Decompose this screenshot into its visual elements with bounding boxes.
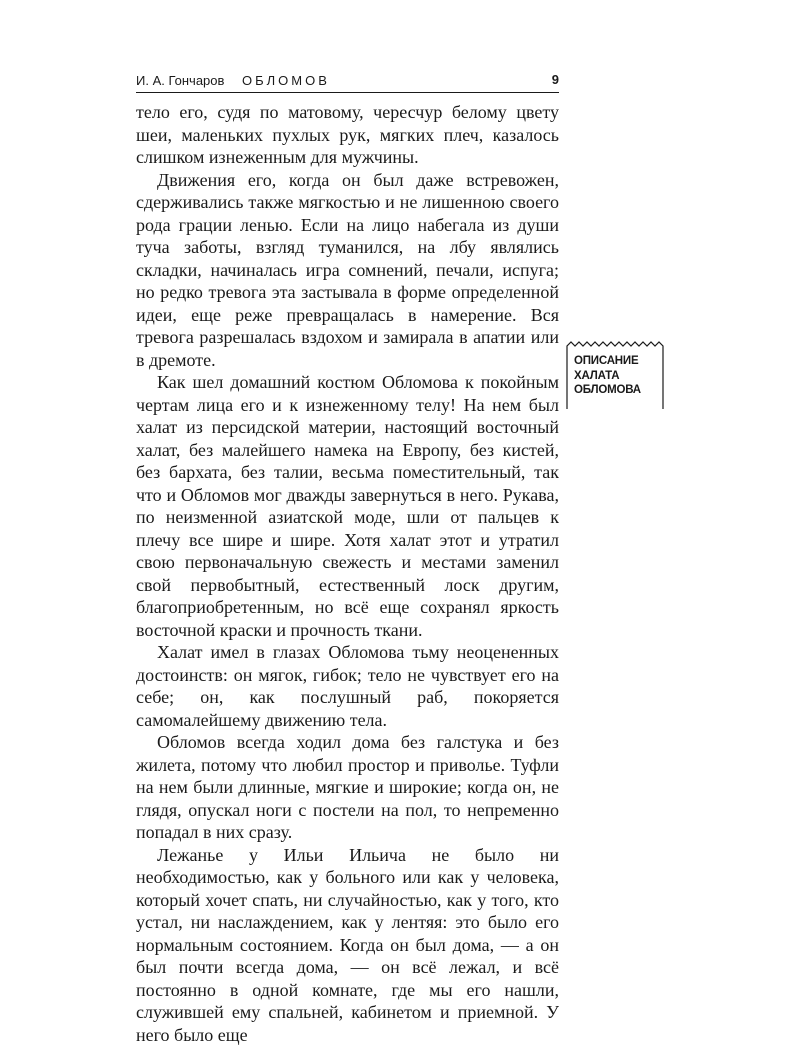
- header-book-title: ОБЛОМОВ: [242, 73, 330, 88]
- margin-note-text: [574, 354, 664, 398]
- paragraph-lying: Лежанье у Ильи Ильича не было ни необходимостью, как у больного или как у человека, который хочет спать, ни случайностью, как у того, кто устал, ни наслаждением, как у лентяя: это было его нормальным состоянием. Когда он был дома, — а он был почти всегда дома, — он всё лежал, и всё постоянно в одной комнате, где мы его нашли, служившей ему спальней, кабинетом и приемной. У него было еще: [136, 844, 559, 1046]
- header-author: И. А. Гончаров: [136, 73, 224, 88]
- paragraph-robe-virtues: Халат имел в глазах Обломова тьму неоцененных достоинств: он мягок, гибок; тело не чувствует его на себе; он, как послушный раб, покоряется самомалейшему движению тела.: [136, 641, 559, 731]
- margin-note-line: ОБЛОМОВА: [574, 383, 664, 398]
- page-number: 9: [552, 72, 559, 87]
- margin-note: [566, 340, 663, 408]
- running-header: [136, 70, 559, 93]
- paragraph-robe-description: Как шел домашний костюм Обломова к покойным чертам лица его и к изнеженному телу! На нем был халат из персидской материи, настоящий восточный халат, без малейшего намека на Европу, без кистей, без бархата, без талии, весьма поместительный, так что и Обломов мог дважды завернуться в него. Рукава, по неизменной азиатской моде, шли от пальцев к плечу все шире и шире. Хотя халат этот и утратил свою первоначальную свежесть и местами заменил свой первобытный, естественный лоск другим, благоприобретенным, но всё еще сохранял яркость восточной краски и прочность ткани.: [136, 371, 559, 641]
- margin-note-line: ХАЛАТА: [574, 369, 664, 384]
- margin-note-line: ОПИСАНИЕ: [574, 354, 664, 369]
- paragraph-slippers: Обломов всегда ходил дома без галстука и без жилета, потому что любил простор и приволье. Туфли на нем были длинные, мягкие и широкие; когда он, не глядя, опускал ноги с постели на пол, то непременно попадал в них сразу.: [136, 731, 559, 844]
- body-text: [136, 101, 559, 1046]
- paragraph-continued: тело его, судя по матовому, чересчур белому цвету шеи, маленьких пухлых рук, мягких плеч, казалось слишком изнеженным для мужчины.: [136, 101, 559, 169]
- paragraph-movements: Движения его, когда он был даже встревожен, сдерживались также мягкостью и не лишенною своего рода грации ленью. Если на лицо набегала из души туча заботы, взгляд туманился, на лбу являлись складки, начиналась игра сомнений, печали, испуга; но редко тревога эта застывала в форме определенной идеи, еще реже превращалась в намерение. Вся тревога разрешалась вздохом и замирала в апатии или в дремоте.: [136, 169, 559, 372]
